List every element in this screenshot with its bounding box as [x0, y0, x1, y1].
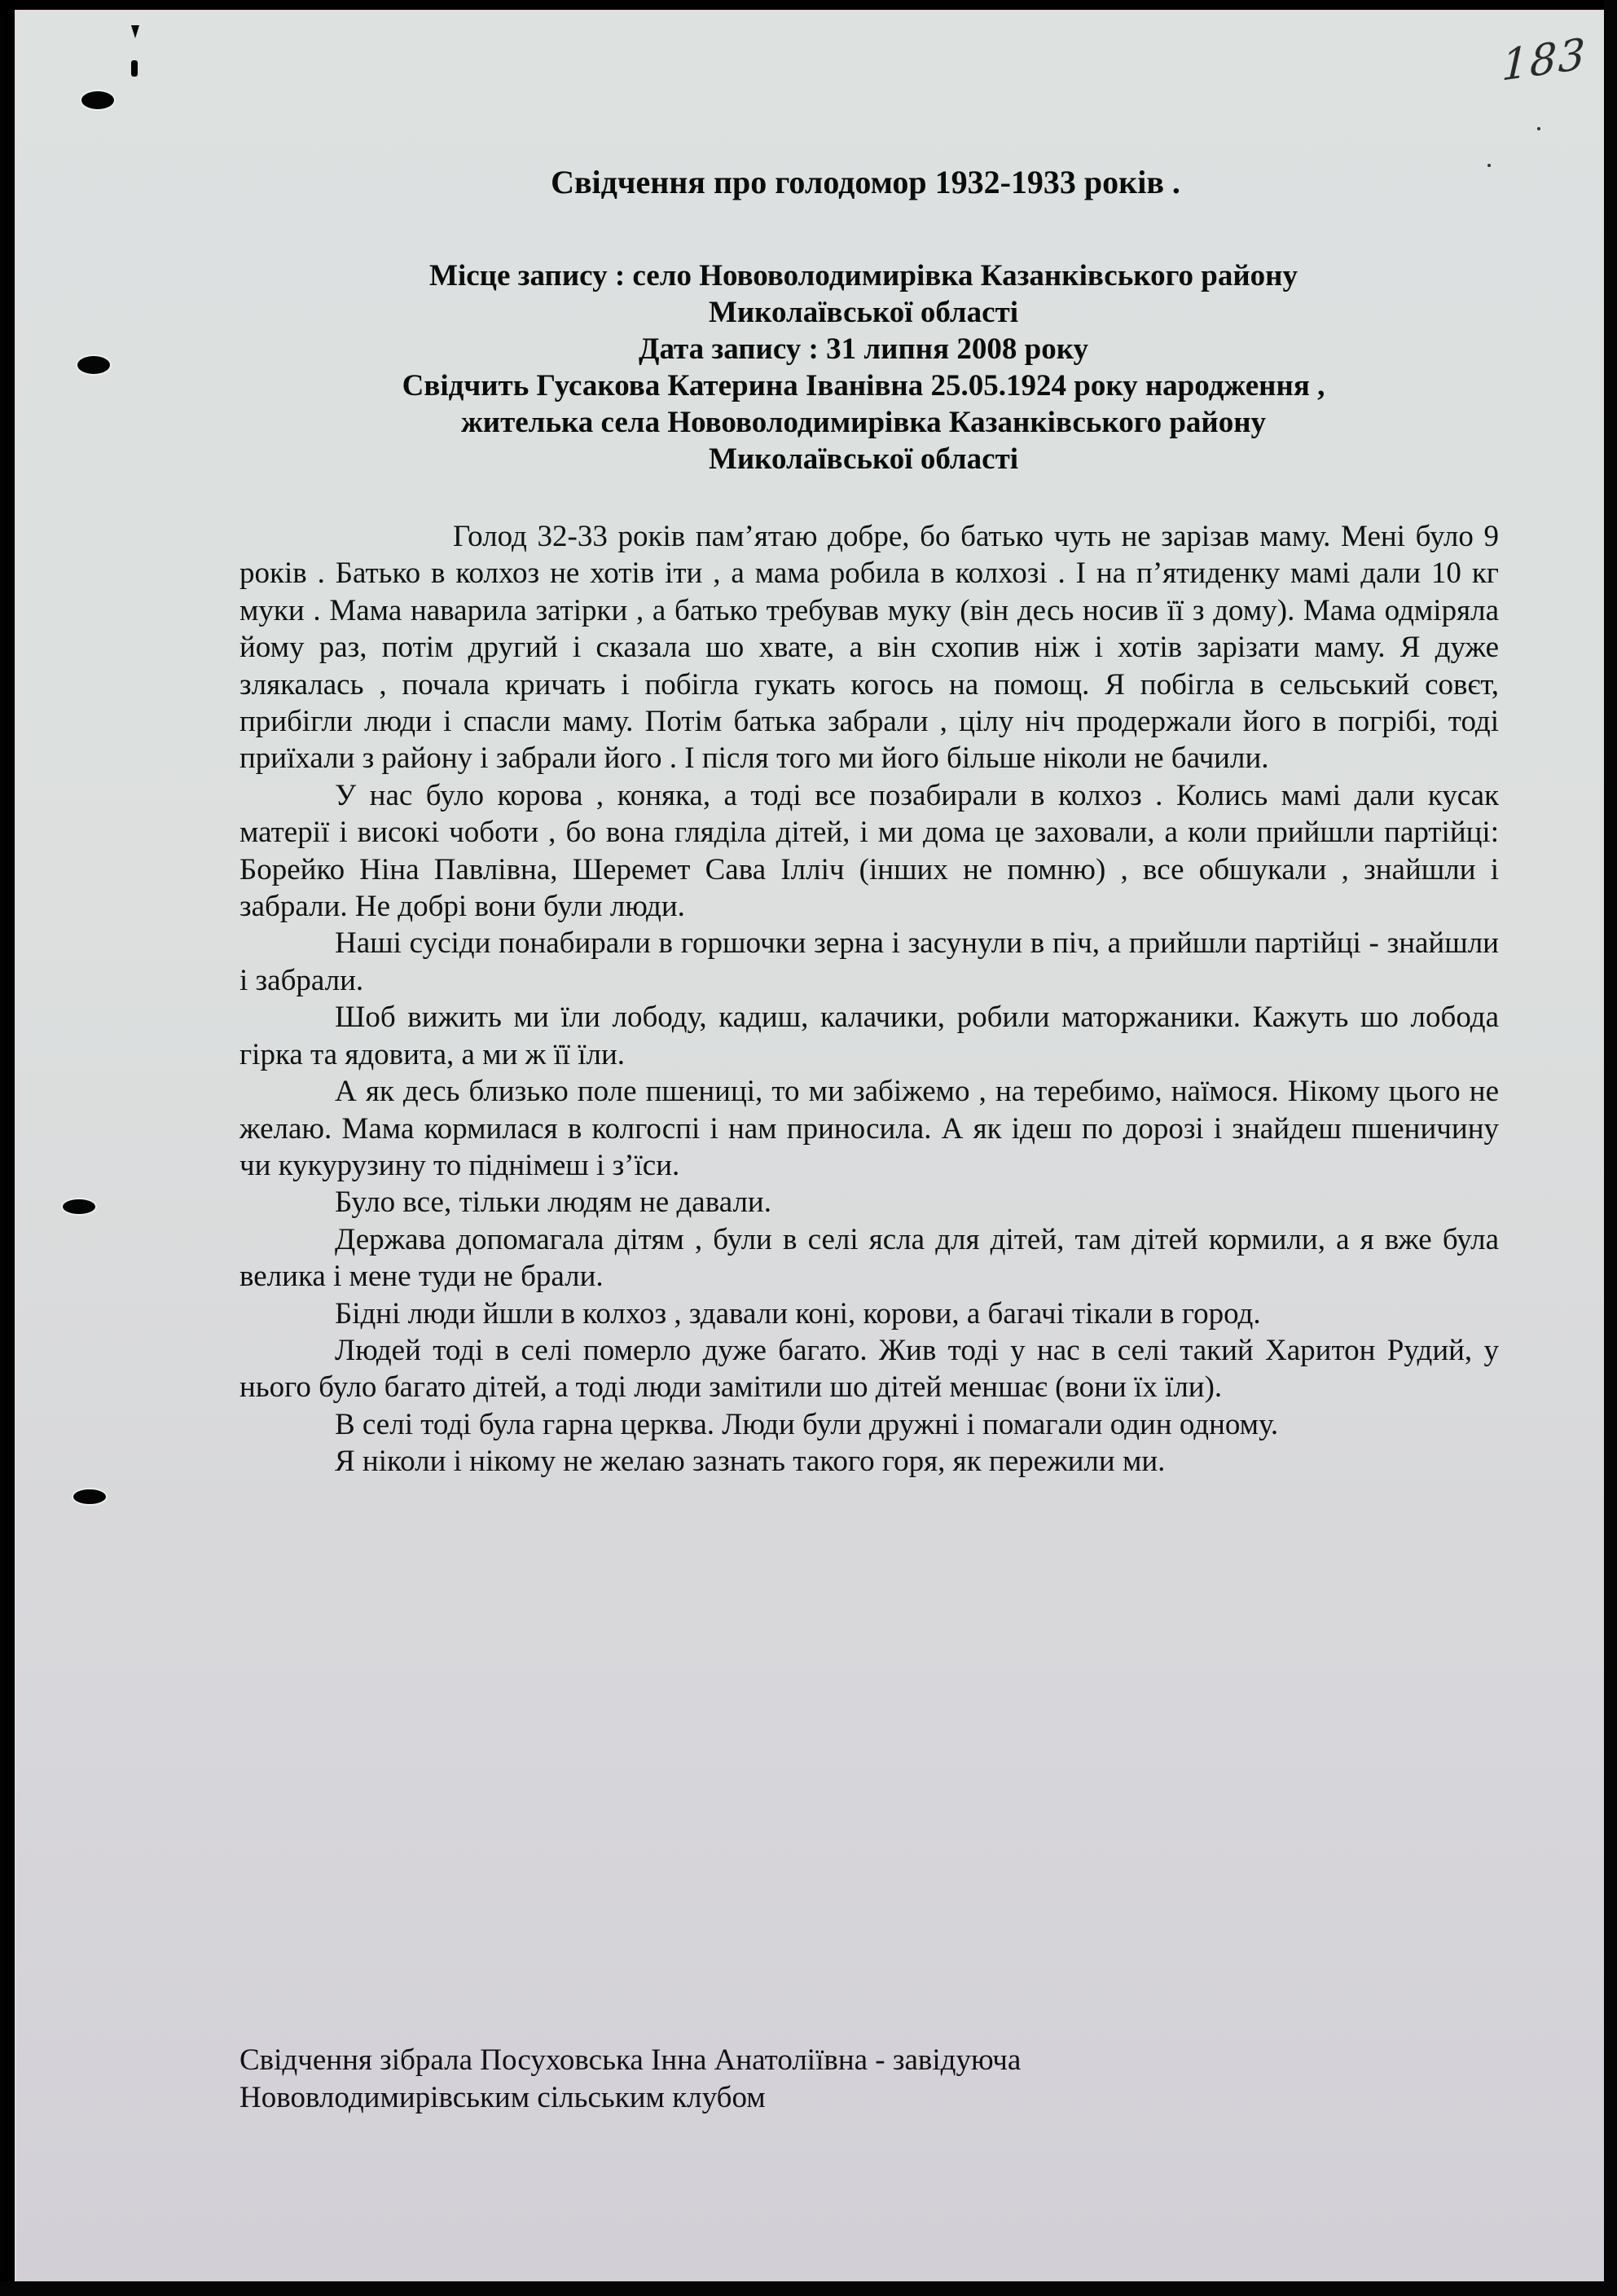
scan-border-right [1604, 0, 1617, 2296]
collector-organization-line: Нововлодимирівським сільським клубом [239, 2081, 766, 2114]
paragraph: Людей тоді в селі померло дуже багато. Жив тоді у нас в селі такий Харитон Рудий, у нього було багато дітей, а тоді люди замітили шо дітей меншає (вони їх їли). [239, 1333, 1499, 1405]
scan-border-bottom [0, 2281, 1617, 2296]
record-date: Дата запису : 31 липня 2008 року [638, 332, 1088, 366]
record-location-region: Миколаївської області [708, 296, 1019, 329]
punch-hole [73, 1489, 106, 1504]
handwritten-page-number: 183 [1501, 29, 1588, 91]
paragraph: Бідні люди йшли в колхоз , здавали коні, корови, а багачі тікали в город. [335, 1296, 1261, 1331]
speck [1537, 127, 1540, 130]
paragraph: Я ніколи і нікому не желаю зазнать такого горя, як пережили ми. [335, 1445, 1166, 1479]
witness-line: Свідчить Гусакова Катерина Іванівна 25.05.1924 року народження , [402, 369, 1325, 402]
paragraph: Шоб вижить ми їли лободу, кадиш, калачики, робили маторжаники. Кажуть шо лобода гірка та ядовита, а ми ж її їли. [239, 1001, 1499, 1071]
record-header [220, 257, 1507, 477]
paragraph: А як десь близько поле пшениці, то ми забіжемо , на теребимо, наїмося. Нікому цього не желаю. Мама кормилася в колгоспі і нам приносила. А як ідеш по дорозі і знайдеш пшеничину чи кукурузину то піднімеш і з’їси. [239, 1075, 1499, 1182]
punch-hole [81, 91, 114, 109]
record-location-line: Місце запису : село Нововолодимирівка Казанківського району [429, 259, 1298, 292]
punch-hole [77, 356, 110, 374]
collector-signature [239, 2042, 1461, 2117]
punch-mark [131, 25, 139, 38]
punch-hole [63, 1199, 95, 1214]
paragraph: Наші сусіди понабирали в горшочки зерна і засунули в піч, а прийшли партійці - знайшли і забрали. [239, 926, 1499, 997]
witness-residence: жителька села Нововолодимирівка Казанківського району [460, 406, 1267, 439]
document-title: Свідчення про голодомор 1932-1933 років . [551, 164, 1180, 200]
collector-name-line: Свідчення зібрала Посуховська Інна Анатоліївна - завідуюча [239, 2043, 1022, 2077]
punch-mark [131, 60, 138, 77]
witness-region: Миколаївської області [708, 442, 1019, 476]
paragraph: Було все, тільки людям не давали. [335, 1185, 771, 1220]
paragraph: В селі тоді була гарна церква. Люди були дружні і помагали один одному. [335, 1407, 1279, 1441]
paragraph: Голод 32-33 років пам’ятаю добре, бо батько чуть не зарізав маму. Мені було 9 років . Батько в колхоз не хотів іти , а мама робила в колхозі . І на п’ятиденку мамі дали 10 кг муки . Мама наварила затірки , а батько требував муку (він десь носив її з дому). Мама одміряла йому раз, потім другий і сказала шо хвате, а він схопив ніж і хотів зарізати маму. Я дуже злякалась , почала кричать і побігла гукать когось на помощ. Я побігла в сельський совєт, прибігли люди і спасли маму. Потім батька забрали , цілу ніч продержали його в погрібі, тоді приїхали з району і забрали його . І після того ми його більше ніколи не бачили. [239, 520, 1499, 776]
testimony-body [239, 518, 1499, 1480]
paragraph: Держава допомагала дітям , були в селі ясла для дітей, там дітей кормили, а я вже була велика і мене туди не брали. [239, 1222, 1499, 1294]
paragraph: У нас було корова , коняка, а тоді все позабирали в колхоз . Колись мамі дали кусак матерії і високі чоботи , бо вона гляділа дітей, і ми дома це заховали, а коли прийшли партійці: Борейко Ніна Павлівна, Шеремет Сава Ілліч (інших не помню) , все обшукали , знайшли і забрали. Не добрі вони були люди. [239, 778, 1499, 924]
